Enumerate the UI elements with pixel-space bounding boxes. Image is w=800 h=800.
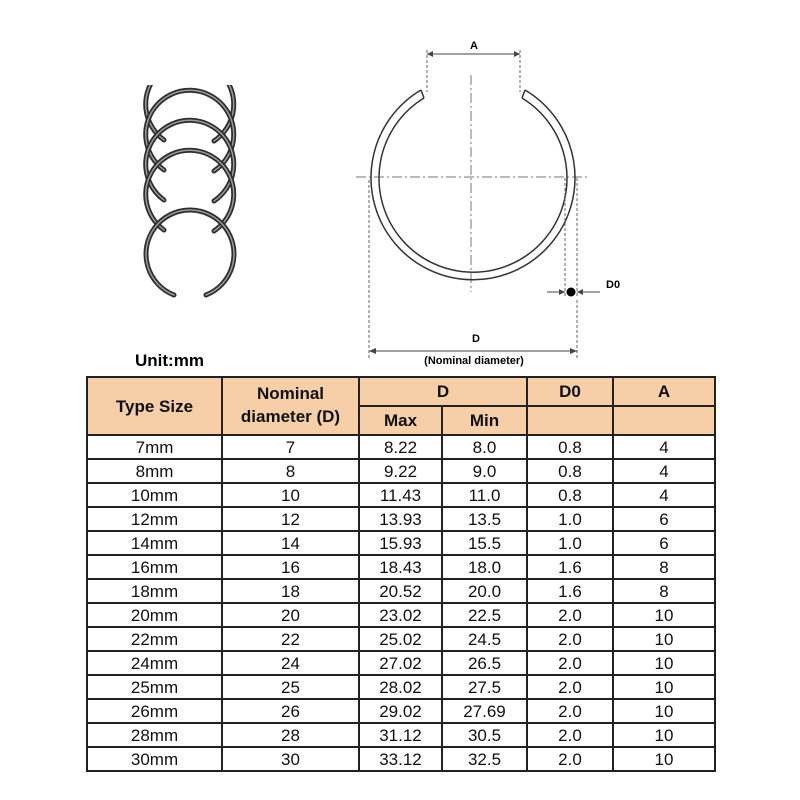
header-nominal-diameter	[222, 377, 359, 435]
cell-min: 32.5	[442, 747, 527, 771]
cell-nominal: 28	[222, 723, 359, 747]
table-row	[87, 483, 715, 507]
cell-max: 20.52	[359, 579, 442, 603]
cell-type-size: 14mm	[87, 531, 222, 555]
header-max: Max	[359, 406, 442, 435]
cell-a: 10	[613, 723, 715, 747]
header-type-size: Type Size	[87, 377, 222, 435]
table-row	[87, 747, 715, 771]
cell-max: 29.02	[359, 699, 442, 723]
cell-type-size: 22mm	[87, 627, 222, 651]
cell-type-size: 25mm	[87, 675, 222, 699]
cell-max: 8.22	[359, 435, 442, 459]
table-row	[87, 459, 715, 483]
table-row	[87, 555, 715, 579]
cell-d0: 1.0	[527, 531, 613, 555]
cell-a: 8	[613, 579, 715, 603]
cell-nominal: 16	[222, 555, 359, 579]
cell-d0: 1.6	[527, 555, 613, 579]
label-d0: D0	[606, 279, 621, 291]
label-d-note: (Nominal diameter)	[424, 355, 524, 367]
cell-d0: 2.0	[527, 603, 613, 627]
cell-max: 25.02	[359, 627, 442, 651]
cell-d0: 0.8	[527, 459, 613, 483]
cell-d0: 2.0	[527, 699, 613, 723]
cell-max: 11.43	[359, 483, 442, 507]
cell-a: 4	[613, 483, 715, 507]
header-d: D	[359, 377, 527, 406]
cell-nominal: 25	[222, 675, 359, 699]
cell-d0: 2.0	[527, 651, 613, 675]
table-row	[87, 651, 715, 675]
cell-max: 18.43	[359, 555, 442, 579]
cell-nominal: 14	[222, 531, 359, 555]
cell-type-size: 7mm	[87, 435, 222, 459]
header-nominal-line1: Nominal	[256, 384, 325, 404]
cell-a: 10	[613, 747, 715, 771]
table-row	[87, 627, 715, 651]
cell-type-size: 10mm	[87, 483, 222, 507]
cell-min: 20.0	[442, 579, 527, 603]
cell-type-size: 20mm	[87, 603, 222, 627]
cell-a: 10	[613, 699, 715, 723]
cell-min: 9.0	[442, 459, 527, 483]
cell-max: 33.12	[359, 747, 442, 771]
cell-min: 30.5	[442, 723, 527, 747]
cell-type-size: 28mm	[87, 723, 222, 747]
cell-nominal: 20	[222, 603, 359, 627]
ring-4	[146, 150, 234, 231]
cell-a: 4	[613, 435, 715, 459]
table-row	[87, 579, 715, 603]
spec-table	[86, 376, 716, 772]
cell-max: 28.02	[359, 675, 442, 699]
cell-min: 24.5	[442, 627, 527, 651]
cell-nominal: 22	[222, 627, 359, 651]
cell-d0: 2.0	[527, 723, 613, 747]
table-row	[87, 675, 715, 699]
label-a: A	[470, 40, 478, 52]
cell-d0: 0.8	[527, 483, 613, 507]
cell-max: 23.02	[359, 603, 442, 627]
cell-a: 6	[613, 507, 715, 531]
table-row	[87, 603, 715, 627]
cell-nominal: 10	[222, 483, 359, 507]
cell-min: 11.0	[442, 483, 527, 507]
rings-product-image	[130, 85, 260, 310]
cell-a: 8	[613, 555, 715, 579]
cell-nominal: 12	[222, 507, 359, 531]
cell-d0: 2.0	[527, 747, 613, 771]
cell-max: 31.12	[359, 723, 442, 747]
cell-nominal: 7	[222, 435, 359, 459]
header-a: A	[613, 377, 715, 406]
cell-type-size: 8mm	[87, 459, 222, 483]
cell-nominal: 24	[222, 651, 359, 675]
cell-max: 9.22	[359, 459, 442, 483]
cell-d0: 1.0	[527, 507, 613, 531]
table-row	[87, 507, 715, 531]
cell-min: 15.5	[442, 531, 527, 555]
ring-5	[146, 210, 234, 295]
cell-a: 4	[613, 459, 715, 483]
cell-type-size: 18mm	[87, 579, 222, 603]
cell-min: 18.0	[442, 555, 527, 579]
cell-type-size: 24mm	[87, 651, 222, 675]
cell-min: 22.5	[442, 603, 527, 627]
cell-type-size: 26mm	[87, 699, 222, 723]
cell-d0: 2.0	[527, 627, 613, 651]
header-nominal-line2: diameter (D)	[240, 407, 341, 426]
cell-min: 27.5	[442, 675, 527, 699]
table-row	[87, 435, 715, 459]
ring-outline	[371, 90, 575, 280]
cell-nominal: 26	[222, 699, 359, 723]
header-min: Min	[442, 406, 527, 435]
cell-type-size: 30mm	[87, 747, 222, 771]
cell-d0: 0.8	[527, 435, 613, 459]
cell-min: 26.5	[442, 651, 527, 675]
cell-a: 10	[613, 603, 715, 627]
cell-min: 27.69	[442, 699, 527, 723]
table-row	[87, 699, 715, 723]
header-d0: D0	[527, 377, 613, 406]
cell-d0: 1.6	[527, 579, 613, 603]
cell-d0: 2.0	[527, 675, 613, 699]
cell-type-size: 12mm	[87, 507, 222, 531]
ring-dimension-diagram	[340, 30, 660, 370]
table-row	[87, 531, 715, 555]
unit-label: Unit:mm	[135, 351, 204, 370]
cell-max: 27.02	[359, 651, 442, 675]
cell-a: 10	[613, 651, 715, 675]
wire-section-dot	[567, 288, 576, 297]
cell-a: 10	[613, 627, 715, 651]
cell-min: 8.0	[442, 435, 527, 459]
cell-nominal: 18	[222, 579, 359, 603]
header-a-empty	[613, 406, 715, 435]
cell-nominal: 8	[222, 459, 359, 483]
cell-type-size: 16mm	[87, 555, 222, 579]
cell-max: 15.93	[359, 531, 442, 555]
cell-min: 13.5	[442, 507, 527, 531]
cell-max: 13.93	[359, 507, 442, 531]
cell-nominal: 30	[222, 747, 359, 771]
cell-a: 6	[613, 531, 715, 555]
label-d: D	[472, 333, 480, 345]
cell-a: 10	[613, 675, 715, 699]
header-d0-empty	[527, 406, 613, 435]
table-row	[87, 723, 715, 747]
